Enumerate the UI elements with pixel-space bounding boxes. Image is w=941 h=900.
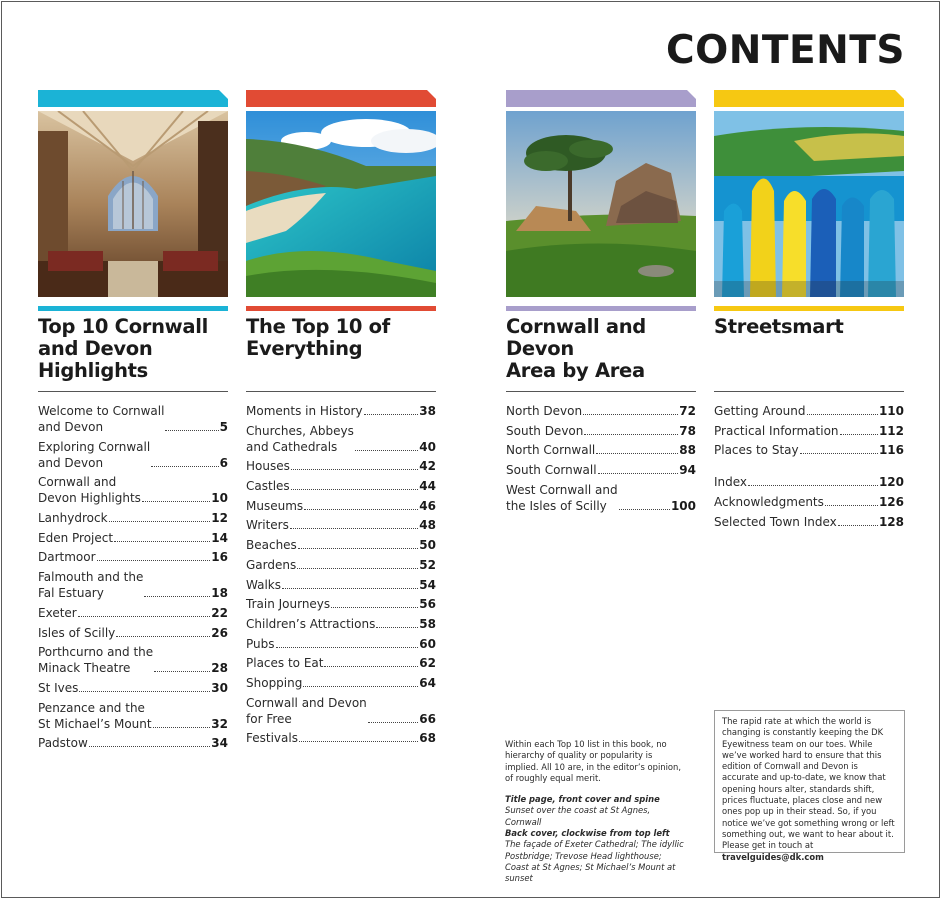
toc-entry-page: 6 [219,455,228,470]
toc-entry-title: Dartmoor [38,550,96,565]
toc-entry-title: Eden Project [38,530,114,545]
dot-leader [583,414,678,415]
dot-leader [807,414,878,415]
toc-entry-page: 34 [211,736,228,751]
dot-leader [290,528,418,529]
toc-entry-page: 128 [878,514,904,529]
dot-leader [825,505,878,506]
toc-entry-title: Practical Information [714,423,839,438]
toc-entry-title: Places to Stay [714,443,799,458]
section-rule [506,391,696,392]
dot-leader [324,666,418,667]
toc-entry[interactable] [714,423,904,439]
toc-entry-title: West Cornwall and the Isles of Scilly [506,482,618,513]
section-area-by-area [506,90,696,517]
dot-leader [276,647,419,648]
dot-leader [153,727,211,728]
toc-entry-page: 18 [211,586,228,601]
dot-leader [840,434,878,435]
section-color-bar [714,90,904,107]
toc-entry-title: Cornwall and Devon for Free [246,695,367,726]
section-title [38,316,228,386]
toc-entry-title: Places to Eat [246,656,324,671]
toc-entry-title: Gardens [246,557,297,572]
toc-entry[interactable] [246,537,436,553]
toc-entry-title: North Cornwall [506,443,596,458]
dot-leader [89,746,211,747]
dartmoor-tor-photo [506,111,696,297]
dot-leader [114,541,210,542]
feedback-box [714,710,905,862]
credit-back-caption: The façade of Exeter Cathedral; The idyllic Postbridge; Trevose Head lighthouse; Coast at St Agnes; St Michael’s Mount at sunset [505,839,684,884]
dot-leader [800,453,878,454]
toc-entry[interactable] [246,675,436,691]
toc-entry-title: Shopping [246,675,303,690]
section-title-text: Cornwall and Devon Area by Area [506,315,646,382]
note-hierarchy: Within each Top 10 list in this book, no hierarchy of quality or popularity is implied. All 10 are, in the editor’s opinion, of roughly equal merit. [505,739,682,783]
toc-entry-title: Festivals [246,731,298,746]
toc-entry[interactable] [38,700,228,732]
toc-entry-page: 14 [211,530,228,545]
dot-leader [748,485,878,486]
dot-leader [598,473,679,474]
toc-list [246,403,436,746]
toc-entry-title: Index [714,475,748,490]
toc-entry-page: 110 [878,404,904,418]
dot-leader [355,450,418,451]
toc-list [714,403,904,530]
toc-entry-page: 30 [211,680,228,695]
toc-entry-title: Penzance and the St Michael’s Mount [38,700,152,731]
toc-entry-title: Churches, Abbeys and Cathedrals [246,423,354,454]
credit-back-label: Back cover, clockwise from top left [505,828,670,839]
toc-entry-page: 46 [419,498,436,513]
toc-entry[interactable] [38,735,228,751]
toc-entry-page: 54 [419,577,436,592]
section-everything [246,90,436,750]
section-title-text: Streetsmart [714,315,844,338]
dot-leader [619,509,670,510]
toc-entry[interactable] [246,403,436,419]
toc-entry[interactable] [246,695,436,727]
toc-entry-title: Lanhydrock [38,511,108,526]
toc-entry[interactable] [38,644,228,676]
toc-entry-title: Porthcurno and the Minack Theatre [38,645,154,676]
toc-entry-title: Getting Around [714,404,806,418]
toc-entry-page: 58 [419,616,436,631]
toc-entry[interactable] [246,498,436,514]
toc-entry[interactable] [246,616,436,632]
toc-entry[interactable] [246,655,436,671]
note-credits [505,794,685,884]
toc-entry-page: 12 [211,511,228,526]
toc-entry-page: 62 [419,656,436,671]
feedback-text: The rapid rate at which the world is changing is constantly keeping the DK Eyewitness team on our toes. While we’ve worked hard to ensure that this edition of Cornwall and Devon is accurate and up-to-date, we know that opening hours alter, standards shift, prices fluctuate, places close and new ones pop up in their stead. So, if you notice we’ve got something wrong or left something out, we want to hear about it. Please get in touch at [722,716,895,851]
section-rule [38,391,228,392]
toc-entry-page: 28 [211,661,228,676]
toc-entry-title: Houses [246,459,290,474]
toc-entry[interactable] [38,439,228,471]
toc-entry-page: 88 [679,443,696,458]
toc-entry[interactable] [714,494,904,510]
toc-entry-page: 44 [419,479,436,494]
toc-entry[interactable] [714,514,904,530]
section-streetsmart [714,90,904,533]
toc-entry-title: Selected Town Index [714,514,837,529]
toc-entry-page: 64 [419,675,436,690]
section-divider-bar [714,306,904,311]
feedback-email-link[interactable]: travelguides@dk.com [722,851,824,862]
surfboards-photo [714,111,904,297]
toc-entry-title: St Ives [38,680,79,695]
toc-entry-title: Welcome to Cornwall and Devon [38,404,165,434]
toc-entry-title: Children’s Attractions [246,616,376,631]
exeter-cathedral-photo [38,111,228,297]
toc-entry-title: Pubs [246,636,275,651]
section-title-text: The Top 10 of Everything [246,315,390,360]
toc-entry-title: Moments in History [246,404,363,418]
toc-entry-title: Beaches [246,538,297,553]
toc-entry[interactable] [506,403,696,419]
toc-entry-title: South Cornwall [506,463,597,478]
credit-title-label: Title page, front cover and spine [505,794,660,805]
toc-entry[interactable] [714,403,904,419]
toc-entry-title: Padstow [38,736,88,751]
dot-leader [291,469,418,470]
section-title [714,316,904,386]
toc-entry-page: 5 [219,420,228,434]
toc-entry-page: 32 [211,716,228,731]
toc-entry-title: Train Journeys [246,597,331,612]
toc-entry-page: 22 [211,605,228,620]
toc-entry-page: 40 [419,439,436,454]
toc-entry[interactable] [38,474,228,506]
toc-entry[interactable] [246,557,436,573]
toc-entry-title: Castles [246,479,290,494]
toc-entry[interactable] [506,423,696,439]
section-title [506,316,696,386]
dot-leader [78,616,211,617]
toc-entry-title: Acknowledgments [714,495,824,510]
dot-leader [303,686,418,687]
toc-entry[interactable] [714,474,904,490]
toc-entry-page: 56 [419,597,436,612]
section-rule [714,391,904,392]
toc-entry-title: Falmouth and the Fal Estuary [38,570,144,601]
editorial-note [505,739,685,895]
toc-entry[interactable] [38,510,228,526]
toc-entry-page: 52 [419,557,436,572]
dot-leader [838,525,878,526]
dot-leader [109,521,211,522]
toc-entry-title: Exeter [38,605,77,620]
toc-entry-title: Isles of Scilly [38,625,116,640]
toc-entry[interactable] [38,605,228,621]
dot-leader [97,560,211,561]
dot-leader [79,691,210,692]
dot-leader [304,509,418,510]
toc-entry[interactable] [38,530,228,546]
toc-entry[interactable] [246,423,436,455]
toc-entry[interactable] [246,577,436,593]
toc-entry-page: 50 [419,538,436,553]
toc-entry-page: 26 [211,625,228,640]
dot-leader [298,548,418,549]
section-title-text: Top 10 Cornwall and Devon Highlights [38,315,209,382]
dot-leader [151,466,218,467]
toc-entry-page: 68 [419,731,436,746]
toc-entry[interactable] [714,442,904,458]
dot-leader [299,741,418,742]
toc-entry-page: 16 [211,550,228,565]
toc-entry-page: 66 [419,711,436,726]
toc-entry[interactable] [246,478,436,494]
toc-entry[interactable] [246,636,436,652]
toc-entry[interactable] [246,596,436,612]
toc-entry-page: 94 [679,463,696,478]
toc-entry-page: 10 [211,491,228,506]
credit-title-caption: Sunset over the coast at St Agnes, Cornwall [505,805,651,827]
toc-entry-title: Cornwall and Devon Highlights [38,475,141,506]
section-color-bar [246,90,436,107]
toc-entry-page: 126 [878,495,904,510]
toc-entry[interactable] [38,680,228,696]
beach-coast-photo [246,111,436,297]
dot-leader [144,596,210,597]
dot-leader [282,588,418,589]
section-divider-bar [246,306,436,311]
dot-leader [331,607,418,608]
toc-entry-page: 38 [419,404,436,418]
dot-leader [297,568,418,569]
toc-entry[interactable] [246,517,436,533]
toc-entry-title: Exploring Cornwall and Devon [38,439,151,470]
toc-entry[interactable] [38,569,228,601]
toc-entry[interactable] [246,730,436,746]
dot-leader [368,722,419,723]
toc-entry[interactable] [38,403,228,435]
dot-leader [596,453,678,454]
section-rule [246,391,436,392]
dot-leader [584,434,678,435]
section-divider-bar [506,306,696,311]
toc-entry-page: 100 [670,498,696,513]
toc-entry-page: 116 [878,443,904,458]
toc-entry-page: 112 [878,423,904,438]
toc-entry-page: 60 [419,636,436,651]
toc-entry-title: Museums [246,498,304,513]
toc-list [506,403,696,514]
dot-leader [116,636,210,637]
section-divider-bar [38,306,228,311]
toc-entry-title: Writers [246,518,289,533]
section-title [246,316,436,386]
dot-leader [142,501,210,502]
toc-entry-title: North Devon [506,404,583,418]
toc-entry[interactable] [506,462,696,478]
dot-leader [165,430,218,431]
toc-entry[interactable] [38,625,228,641]
toc-entry[interactable] [506,442,696,458]
dot-leader [364,414,419,415]
toc-entry-page: 120 [878,475,904,490]
toc-entry[interactable] [246,458,436,474]
toc-entry-page: 48 [419,518,436,533]
toc-entry-title: Walks [246,577,281,592]
toc-entry-title: South Devon [506,423,584,438]
toc-entry[interactable] [38,549,228,565]
toc-entry-page: 42 [419,459,436,474]
section-color-bar [38,90,228,107]
toc-entry[interactable] [506,482,696,514]
dot-leader [154,671,210,672]
toc-list [38,403,228,751]
page-title: CONTENTS [666,28,905,73]
section-highlights [38,90,228,755]
section-color-bar [506,90,696,107]
dot-leader [376,627,418,628]
dot-leader [291,489,419,490]
toc-entry-page: 78 [679,423,696,438]
toc-entry-page: 72 [679,404,696,418]
